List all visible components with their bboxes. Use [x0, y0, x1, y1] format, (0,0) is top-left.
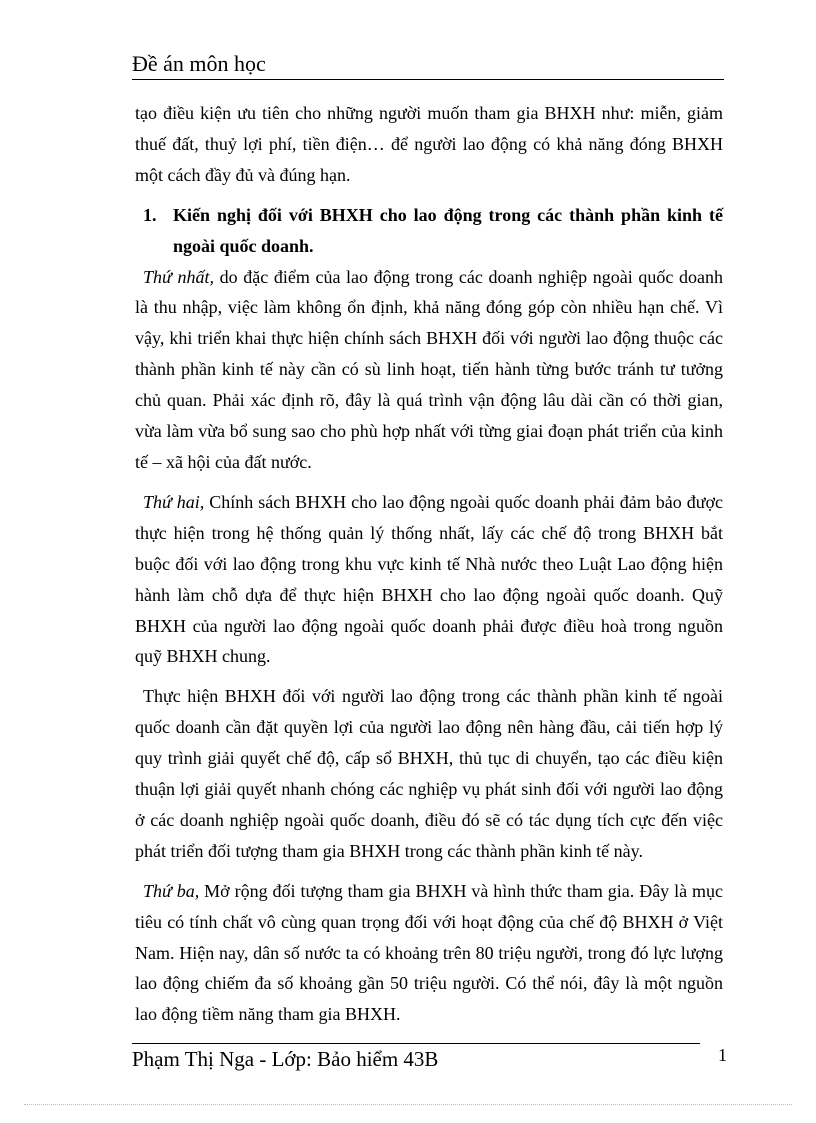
paragraph-lead-italic: Thứ hai,: [143, 491, 205, 512]
page-boundary: [24, 1104, 792, 1105]
document-body: [135, 98, 723, 1039]
header-rule: [132, 79, 724, 80]
section-heading-text: Kiến nghị đối với BHXH cho lao động trong các thành phần kinh tế ngoài quốc doanh.: [173, 204, 723, 256]
paragraph-lead-italic: Thứ ba,: [143, 880, 200, 901]
paragraph-second-point: [135, 487, 723, 672]
header-title: Đề án môn học: [132, 51, 266, 76]
section-heading: [135, 200, 723, 262]
paragraph-lead-italic: Thứ nhất,: [143, 266, 214, 287]
paragraph-first-point: [135, 262, 723, 478]
paragraph-text: Mở rộng đối tượng tham gia BHXH và hình thức tham gia. Đây là mục tiêu có tính chất vô cùng quan trọng đối với hoạt động của chế độ BHXH ở Việt Nam. Hiện nay, dân số nước ta có khoảng trên 80 triệu người, trong đó lực lượng lao động chiếm đa số khoảng gần 50 triệu người. Có thể nói, đây là một nguồn lao động tiềm năng tham gia BHXH.: [135, 880, 723, 1025]
paragraph-text: do đặc điểm của lao động trong các doanh nghiệp ngoài quốc doanh là thu nhập, việc làm không ổn định, khả năng đóng góp còn nhiều hạn chế. Vì vậy, khi triển khai thực hiện chính sách BHXH đối với người lao động thuộc các thành phần kinh tế này cần có sù linh hoạt, tiến hành từng bước tránh tư tưởng chủ quan. Phải xác định rõ, đây là quá trình vận động lâu dài cần có thời gian, vừa làm vừa bổ sung sao cho phù hợp nhất với từng giai đoạn phát triển của kinh tế – xã hội của đất nước.: [135, 266, 723, 472]
paragraph-implementation: Thực hiện BHXH đối với người lao động trong các thành phần kinh tế ngoài quốc doanh cần đặt quyền lợi của người lao động nên hàng đầu, cải tiến hợp lý quy trình giải quyết chế độ, cấp sổ BHXH, thủ tục di chuyển, tạo các điều kiện thuận lợi giải quyết nhanh chóng các nghiệp vụ phát sinh đối với người lao động ở các doanh nghiệp ngoài quốc doanh, điều đó sẽ có tác dụng tích cực đến việc phát triển đối tượng tham gia BHXH trong các thành phần kinh tế này.: [135, 686, 723, 861]
paragraph-continuation: tạo điều kiện ưu tiên cho những người muốn tham gia BHXH như: miễn, giảm thuế đất, thuỷ lợi phí, tiền điện… để người lao động có khả năng đóng BHXH một cách đầy đủ và đúng hạn.: [135, 103, 723, 185]
footer-author-class: Phạm Thị Nga - Lớp: Bảo hiểm 43B: [132, 1047, 439, 1071]
footer-rule: [132, 1043, 700, 1044]
paragraph-text: Chính sách BHXH cho lao động ngoài quốc doanh phải đảm bảo được thực hiện trong hệ thống quản lý thống nhất, lấy các chế độ trong BHXH bắt buộc đối với lao động trong khu vực kinh tế Nhà nước theo Luật Lao động hiện hành làm chỗ dựa để thực hiện BHXH cho lao động ngoài quốc doanh. Quỹ BHXH của người lao động ngoài quốc doanh phải được điều hoà trong nguồn quỹ BHXH chung.: [135, 491, 723, 667]
paragraph-third-point: [135, 876, 723, 1031]
section-heading-number: 1.: [143, 204, 157, 225]
page-number: 1: [718, 1045, 727, 1065]
